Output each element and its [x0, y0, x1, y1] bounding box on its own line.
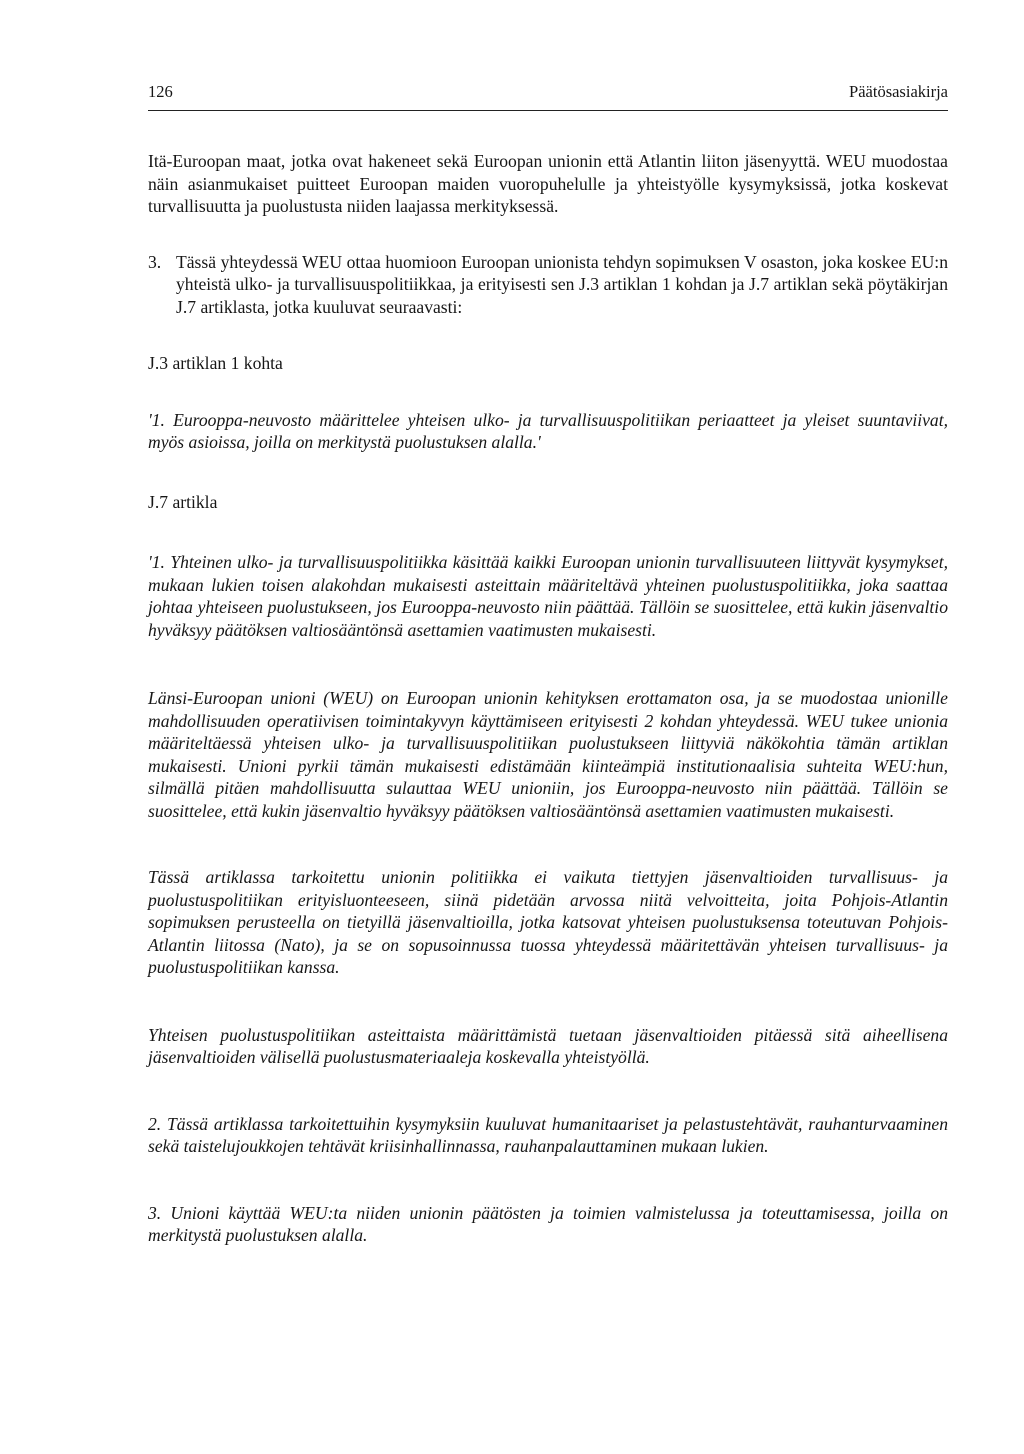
section-3-number: 3. [148, 251, 162, 272]
quote-j7-paragraph-2: Länsi-Euroopan unioni (WEU) on Euroopan unionin kehityksen erottamaton osa, ja se muodostaa unionille mahdollisuuden operatiivisen toimintakyvyn käyttämiseen erityisesti 2 kohdan yhteydessä. WEU tukee unionia määriteltäessä yhteisen ulko- ja turvallisuuspolitiikan puolustukseen liittyviä näkökohtia tämän artiklan mukaisesti. Unioni pyrkii tämän mukaisesti edistämään kiinteämpiä institutionaalisia suhteita WEU:hun, silmällä pitäen mahdollisuutta sulauttaa WEU unioniin, jos Eurooppa-neuvosto niin päättää. Tällöin se suosittelee, että kukin jäsenvaltio hyväksyy päätöksen valtiosääntönsä asettamien vaatimusten mukaisesti. [148, 688, 948, 821]
quote-j7-paragraph-5: 2. Tässä artiklassa tarkoitettuihin kysymyksiin kuuluvat humanitaariset ja pelastustehtävät, rauhanturvaaminen sekä taistelujoukkojen tehtävät kriisinhallinnassa, rauhanpalauttaminen mukaan lukien. [148, 1113, 948, 1156]
quote-j7-paragraph-1: '1. Yhteinen ulko- ja turvallisuuspolitiikka käsittää kaikki Euroopan unionin turvallisuuteen liittyvät kysymykset, mukaan lukien toisen alakohdan mukaisesti asteittain määriteltävä yhteinen puolustuspolitiikka, joka saattaa johtaa yhteiseen puolustukseen, jos Eurooppa-neuvosto niin päättää. Tällöin se suosittelee, että kukin jäsenvaltio hyväksyy päätöksen valtiosääntönsä asettamien vaatimusten mukaisesti. [148, 552, 948, 640]
section-3 [148, 251, 948, 319]
page-number: 126 [148, 82, 173, 101]
heading-j3: J.3 artiklan 1 kohta [148, 353, 283, 373]
intro-paragraph: Itä-Euroopan maat, jotka ovat hakeneet sekä Euroopan unionin että Atlantin liiton jäsenyyttä. WEU muodostaa näin asianmukaiset puitteet Euroopan maiden vuoropuhelulle ja yhteistyölle kysymyksissä, jotka koskevat turvallisuutta ja puolustusta niiden laajassa merkityksessä. [148, 151, 948, 216]
page-body [148, 150, 948, 1247]
section-3-paragraph: Tässä yhteydessä WEU ottaa huomioon Euroopan unionista tehdyn sopimuksen V osaston, joka koskee EU:n yhteistä ulko- ja turvallisuuspolitiikkaa, ja erityisesti sen J.3 artiklan 1 kohdan ja J.7 artiklan sekä pöytäkirjan J.7 artiklasta, jotka kuuluvat seuraavasti: [176, 251, 948, 317]
quote-j7-paragraph-4: Yhteisen puolustuspolitiikan asteittaista määrittämistä tuetaan jäsenvaltioiden pitäessä sitä aiheellisena jäsenvaltioiden välisellä puolustusmateriaaleja koskevalla yhteistyöllä. [148, 1024, 948, 1067]
running-title: Päätösasiakirja [849, 82, 948, 101]
heading-j7: J.7 artikla [148, 491, 218, 512]
page-header [148, 78, 948, 111]
quote-j7-paragraph-6: 3. Unioni käyttää WEU:ta niiden unionin päätösten ja toimien valmistelussa ja toteuttamisessa, joilla on merkitystä puolustuksen alalla. [148, 1202, 948, 1245]
quote-j7-paragraph-3: Tässä artiklassa tarkoitettu unionin politiikka ei vaikuta tiettyjen jäsenvaltioiden turvallisuus- ja puolustuspolitiikan erityisluonteeseen, siinä pidetään arvossa niitä velvoitteita, joita Pohjois-Atlantin sopimuksen perusteella on tietyillä jäsenvaltioilla, jotka katsovat yhteisen puolustuksensa toteutuvan Pohjois-Atlantin liitossa (Nato), ja se on sopusoinnussa tuossa yhteydessä määritettävän yhteisen turvallisuus- ja puolustuspolitiikan kanssa. [148, 867, 948, 977]
quote-j3: '1. Eurooppa-neuvosto määrittelee yhteisen ulko- ja turvallisuuspolitiikan periaatteet ja yleiset suuntaviivat, myös asioissa, joilla on merkitystä puolustuksen alalla.' [148, 409, 948, 452]
